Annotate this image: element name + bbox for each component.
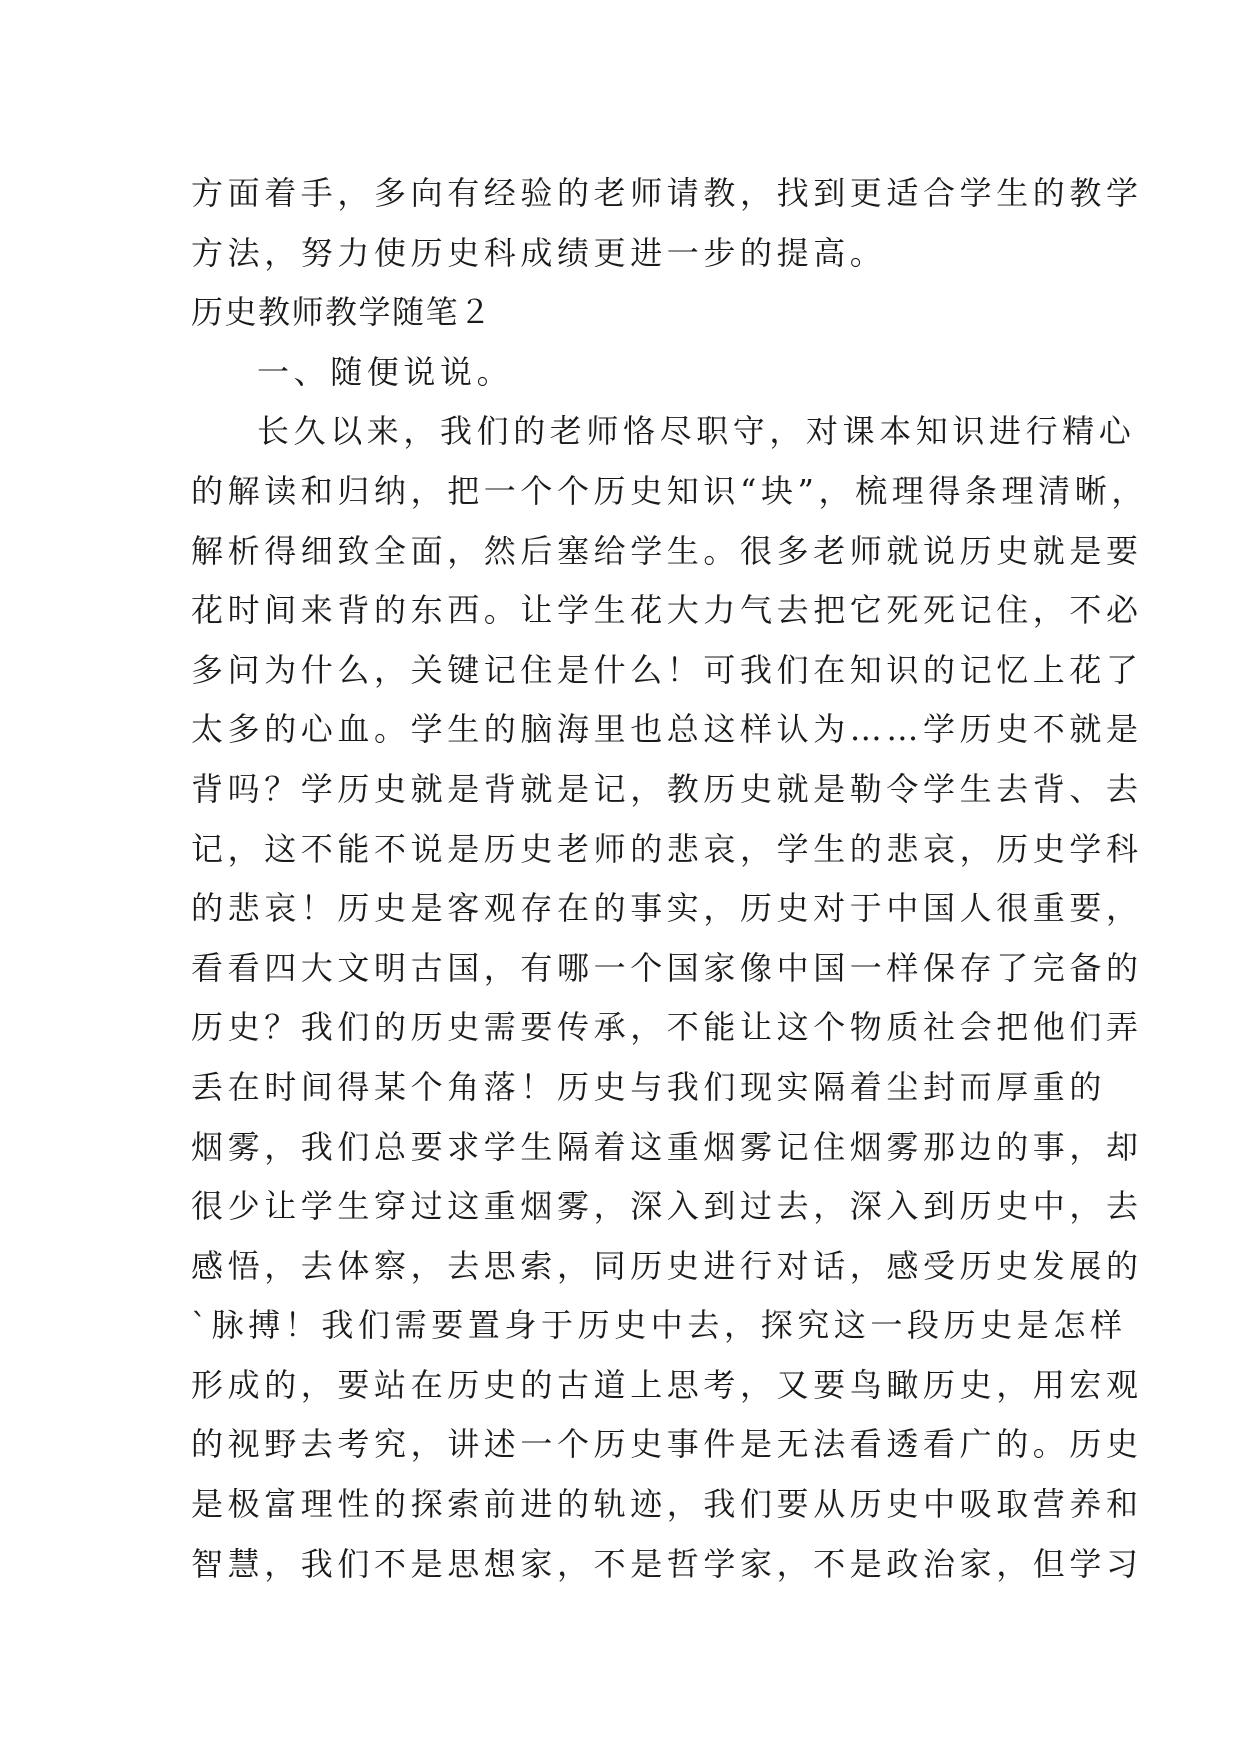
text-line: 烟雾，我们总要求学生隔着这重烟雾记住烟雾那边的事，却 (191, 1127, 1143, 1166)
text-line: 记，这不能不说是历史老师的悲哀，学生的悲哀，历史学科 (191, 829, 1143, 868)
text-line: 背吗？学历史就是背就是记，教历史就是勒令学生去背、去 (191, 769, 1143, 808)
text-line: 很少让学生穿过这重烟雾，深入到过去，深入到历史中，去 (191, 1187, 1143, 1226)
text-line: 感悟，去体察，去思索，同历史进行对话，感受历史发展的 (191, 1246, 1143, 1285)
text-line: 解析得细致全面，然后塞给学生。很多老师就说历史就是要 (191, 531, 1143, 570)
text-line: 看看四大文明古国，有哪一个国家像中国一样保存了完备的 (191, 948, 1143, 987)
text-line: 的解读和归纳，把一个个历史知识“块”，梳理得条理清晰， (191, 471, 1148, 510)
text-line: 的视野去考究，讲述一个历史事件是无法看透看广的。历史 (191, 1425, 1143, 1464)
text-line: 花时间来背的东西。让学生花大力气去把它死死记住，不必 (191, 591, 1143, 630)
text-line: 太多的心血。学生的脑海里也总这样认为……学历史不就是 (191, 710, 1143, 749)
paragraph-first-line: 长久以来，我们的老师恪尽职守，对课本知识进行精心 (257, 412, 1136, 451)
text-line: `脉搏！我们需要置身于历史中去，探究这一段历史是怎样 (191, 1306, 1127, 1345)
text-line: 形成的，要站在历史的古道上思考，又要鸟瞰历史，用宏观 (191, 1365, 1143, 1404)
subheading-line: 一、随便说说。 (257, 352, 514, 391)
text-line: 方法，努力使历史科成绩更进一步的提高。 (191, 233, 887, 272)
text-line: 方面着手，多向有经验的老师请教，找到更适合学生的教学 (191, 174, 1143, 212)
document-body (191, 164, 1148, 1594)
text-line: 智慧，我们不是思想家，不是哲学家，不是政治家，但学习 (191, 1544, 1143, 1583)
section-heading: 历史教师教学随笔２ (191, 293, 493, 332)
text-line: 丢在时间得某个角落！历史与我们现实隔着尘封而厚重的 (191, 1067, 1107, 1106)
text-line: 是极富理性的探索前进的轨迹，我们要从历史中吸取营养和 (191, 1485, 1143, 1524)
text-line: 的悲哀！历史是客观存在的事实，历史对于中国人很重要， (191, 889, 1143, 928)
text-line: 历史？我们的历史需要传承，不能让这个物质社会把他们弄 (191, 1008, 1143, 1047)
text-line: 多问为什么，关键记住是什么！可我们在知识的记忆上花了 (191, 650, 1143, 689)
